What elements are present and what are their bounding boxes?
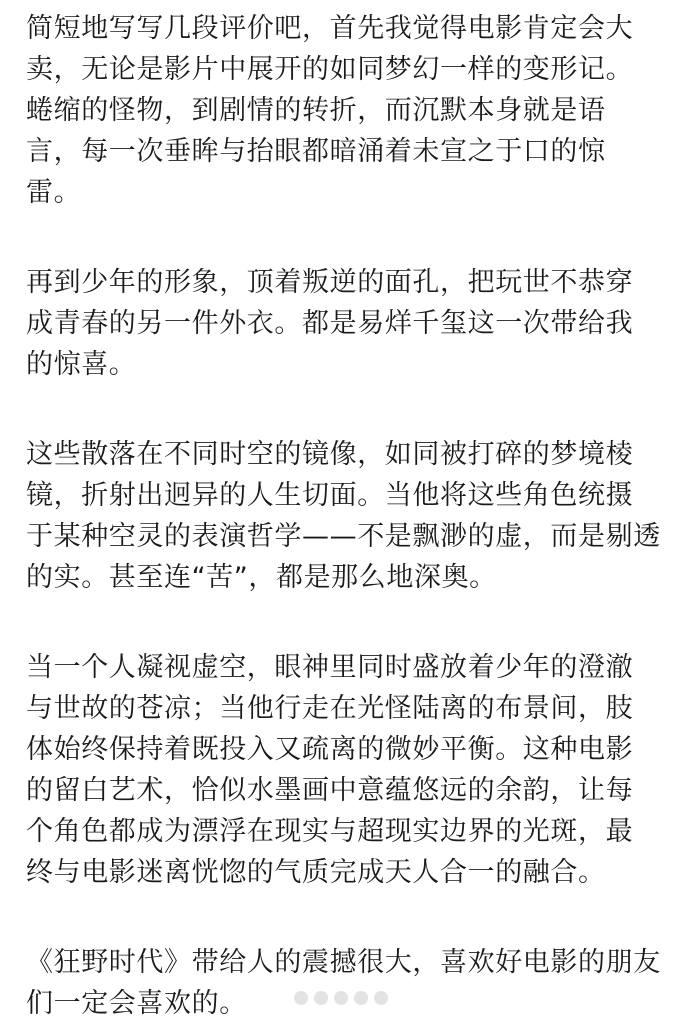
- watermark-dot: [354, 991, 368, 1005]
- watermark-dot: [334, 991, 348, 1005]
- watermark: [294, 990, 388, 1006]
- paragraph-1: 简短地写写几段评价吧，首先我觉得电影肯定会大 卖，无论是影片中展开的如同梦幻一样的变形记。 蜷缩的怪物，到剧情的转折，而沉默本身就是语 言，每一次垂眸与抬眼都暗涌着未宣之于口的惊 雷。: [26, 13, 634, 208]
- paragraph-4: 当一个人凝视虚空，眼神里同时盛放着少年的澄澈 与世故的苍凉；当他行走在光怪陆离的布景间，肢 体始终保持着既投入又疏离的微妙平衡。这种电影 的留白艺术，恰似水墨画中意蕴悠远的余韵，让每 个角色都成为漂浮在现实与超现实边界的光斑，最 终与电影迷离恍惚的气质完成天人合一的融合。: [26, 652, 634, 888]
- watermark-dot: [374, 991, 388, 1005]
- article-body: [26, 8, 676, 1024]
- paragraph-3: 这些散落在不同时空的镜像，如同被打碎的梦境棱 镜，折射出迥异的人生切面。当他将这些角色统摄 于某种空灵的表演哲学——不是飘渺的虚，而是剔透 的实。甚至连“苦”，都是那么地深奥。: [26, 439, 661, 593]
- paragraph-2: 再到少年的形象，顶着叛逆的面孔，把玩世不恭穿 成青春的另一件外衣。都是易烊千玺这一次带给我 的惊喜。: [26, 267, 634, 380]
- paragraph-5: 《狂野时代》带给人的震撼很大，喜欢好电影的朋友 们一定会喜欢的。: [26, 947, 661, 1019]
- watermark-dot: [294, 991, 308, 1005]
- watermark-dot: [314, 991, 328, 1005]
